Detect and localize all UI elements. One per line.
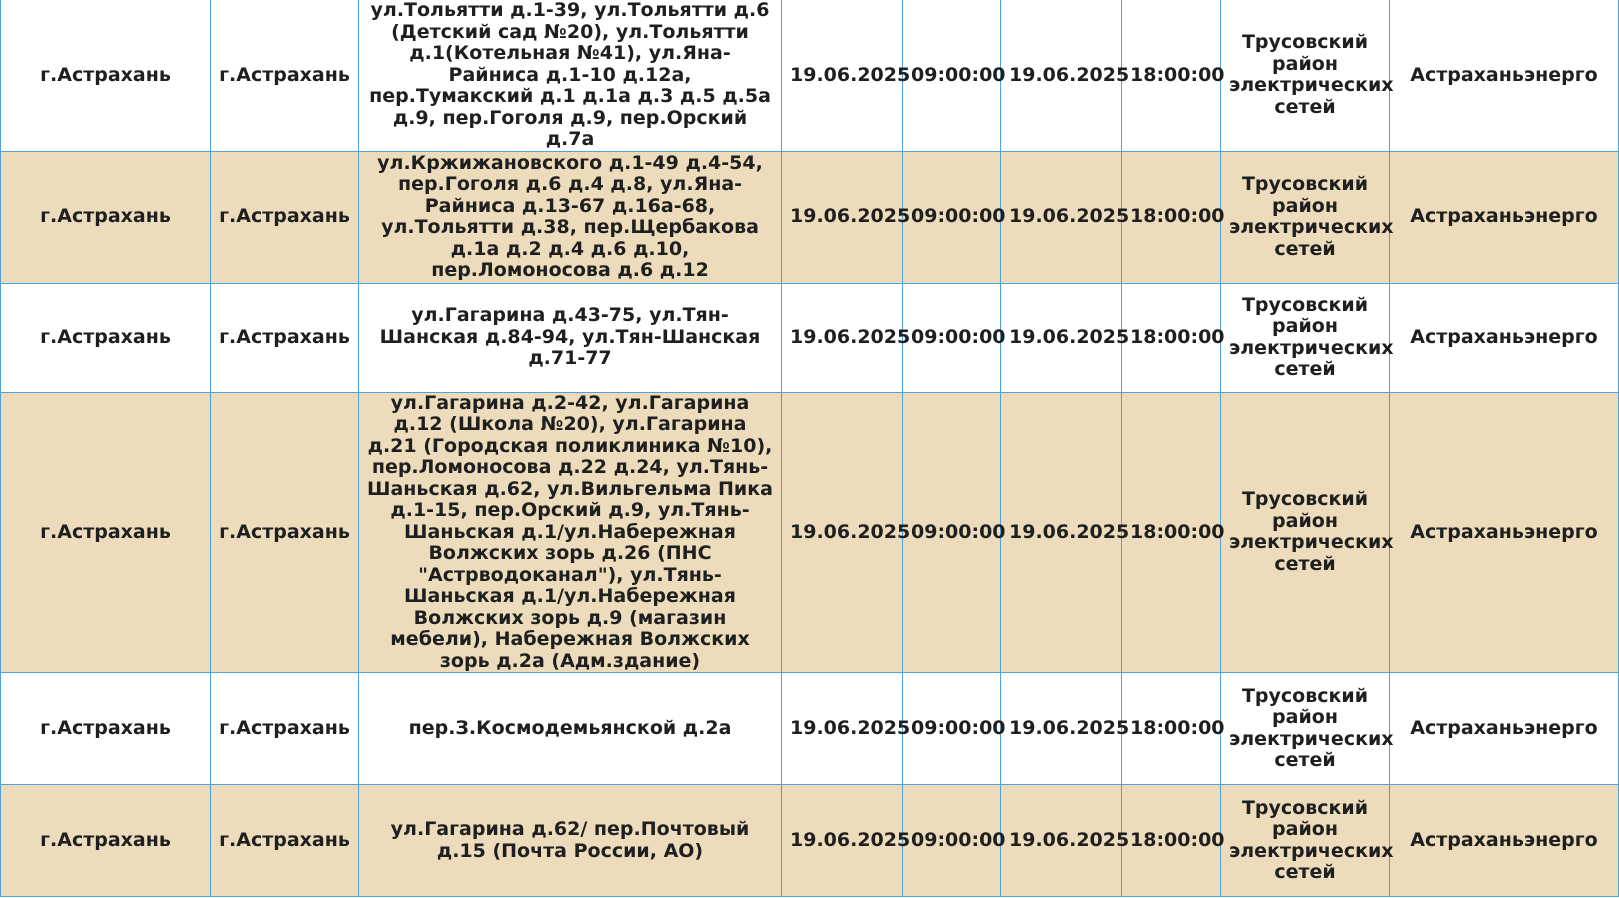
start-time-cell: 09:00:00 (903, 392, 1001, 673)
table-row (1, 785, 1619, 897)
table-row (1, 0, 1619, 151)
company-cell: Астраханьэнерго (1390, 785, 1619, 897)
district-cell: Трусовский район электрических сетей (1221, 785, 1390, 897)
company-cell: Астраханьэнерго (1390, 0, 1619, 151)
city-cell: г.Астрахань (1, 785, 211, 897)
end-date-cell: 19.06.2025 (1001, 0, 1122, 151)
start-date-cell: 19.06.2025 (782, 673, 903, 785)
company-cell: Астраханьэнерго (1390, 283, 1619, 392)
end-time-cell: 18:00:00 (1122, 673, 1221, 785)
addresses-cell: ул.Кржижановского д.1-49 д.4-54, пер.Гоголя д.6 д.4 д.8, ул.Яна-Райниса д.13-67 д.16а-68, ул.Тольятти д.38, пер.Щербакова д.1а д.2 д.4 д.6 д.10, пер.Ломоносова д.6 д.12 (359, 151, 782, 283)
start-time-cell: 09:00:00 (903, 0, 1001, 151)
company-cell: Астраханьэнерго (1390, 151, 1619, 283)
district-cell: Трусовский район электрических сетей (1221, 673, 1390, 785)
start-date-cell: 19.06.2025 (782, 785, 903, 897)
end-time-cell: 18:00:00 (1122, 151, 1221, 283)
company-cell: Астраханьэнерго (1390, 673, 1619, 785)
locality-cell: г.Астрахань (211, 151, 359, 283)
end-date-cell: 19.06.2025 (1001, 283, 1122, 392)
district-cell: Трусовский район электрических сетей (1221, 151, 1390, 283)
locality-cell: г.Астрахань (211, 673, 359, 785)
start-date-cell: 19.06.2025 (782, 283, 903, 392)
addresses-cell: ул.Гагарина д.2-42, ул.Гагарина д.12 (Школа №20), ул.Гагарина д.21 (Городская поликлиника №10), пер.Ломоносова д.22 д.24, ул.Тянь-Шаньская д.62, ул.Вильгельма Пика д.1-15, пер.Орский д.9, ул.Тянь-Шаньская д.1/ул.Набережная Волжских зорь д.26 (ПНС "Астрводоканал"), ул.Тянь-Шаньская д.1/ул.Набережная Волжских зорь д.9 (магазин мебели), Набережная Волжских зорь д.2а (Адм.здание) (359, 392, 782, 673)
table-row (1, 151, 1619, 283)
start-time-cell: 09:00:00 (903, 673, 1001, 785)
end-date-cell: 19.06.2025 (1001, 151, 1122, 283)
start-time-cell: 09:00:00 (903, 283, 1001, 392)
end-time-cell: 18:00:00 (1122, 785, 1221, 897)
end-date-cell: 19.06.2025 (1001, 785, 1122, 897)
start-date-cell: 19.06.2025 (782, 151, 903, 283)
end-date-cell: 19.06.2025 (1001, 392, 1122, 673)
addresses-cell: ул.Гагарина д.62/ пер.Почтовый д.15 (Почта России, АО) (359, 785, 782, 897)
start-date-cell: 19.06.2025 (782, 0, 903, 151)
addresses-cell: ул.Тольятти д.1-39, ул.Тольятти д.6 (Детский сад №20), ул.Тольятти д.1(Котельная №41), ул.Яна-Райниса д.1-10 д.12а, пер.Тумакский д.1 д.1а д.3 д.5 д.5а д.9, пер.Гоголя д.9, пер.Орский д.7а (359, 0, 782, 151)
end-time-cell: 18:00:00 (1122, 0, 1221, 151)
end-time-cell: 18:00:00 (1122, 283, 1221, 392)
table-row (1, 392, 1619, 673)
city-cell: г.Астрахань (1, 392, 211, 673)
table-row (1, 283, 1619, 392)
district-cell: Трусовский район электрических сетей (1221, 392, 1390, 673)
locality-cell: г.Астрахань (211, 0, 359, 151)
city-cell: г.Астрахань (1, 283, 211, 392)
table-row (1, 673, 1619, 785)
addresses-cell: пер.З.Космодемьянской д.2а (359, 673, 782, 785)
start-time-cell: 09:00:00 (903, 785, 1001, 897)
locality-cell: г.Астрахань (211, 283, 359, 392)
district-cell: Трусовский район электрических сетей (1221, 0, 1390, 151)
city-cell: г.Астрахань (1, 0, 211, 151)
city-cell: г.Астрахань (1, 151, 211, 283)
district-cell: Трусовский район электрических сетей (1221, 283, 1390, 392)
start-date-cell: 19.06.2025 (782, 392, 903, 673)
company-cell: Астраханьэнерго (1390, 392, 1619, 673)
addresses-cell: ул.Гагарина д.43-75, ул.Тян-Шанская д.84-94, ул.Тян-Шанская д.71-77 (359, 283, 782, 392)
end-date-cell: 19.06.2025 (1001, 673, 1122, 785)
locality-cell: г.Астрахань (211, 785, 359, 897)
locality-cell: г.Астрахань (211, 392, 359, 673)
end-time-cell: 18:00:00 (1122, 392, 1221, 673)
city-cell: г.Астрахань (1, 673, 211, 785)
start-time-cell: 09:00:00 (903, 151, 1001, 283)
